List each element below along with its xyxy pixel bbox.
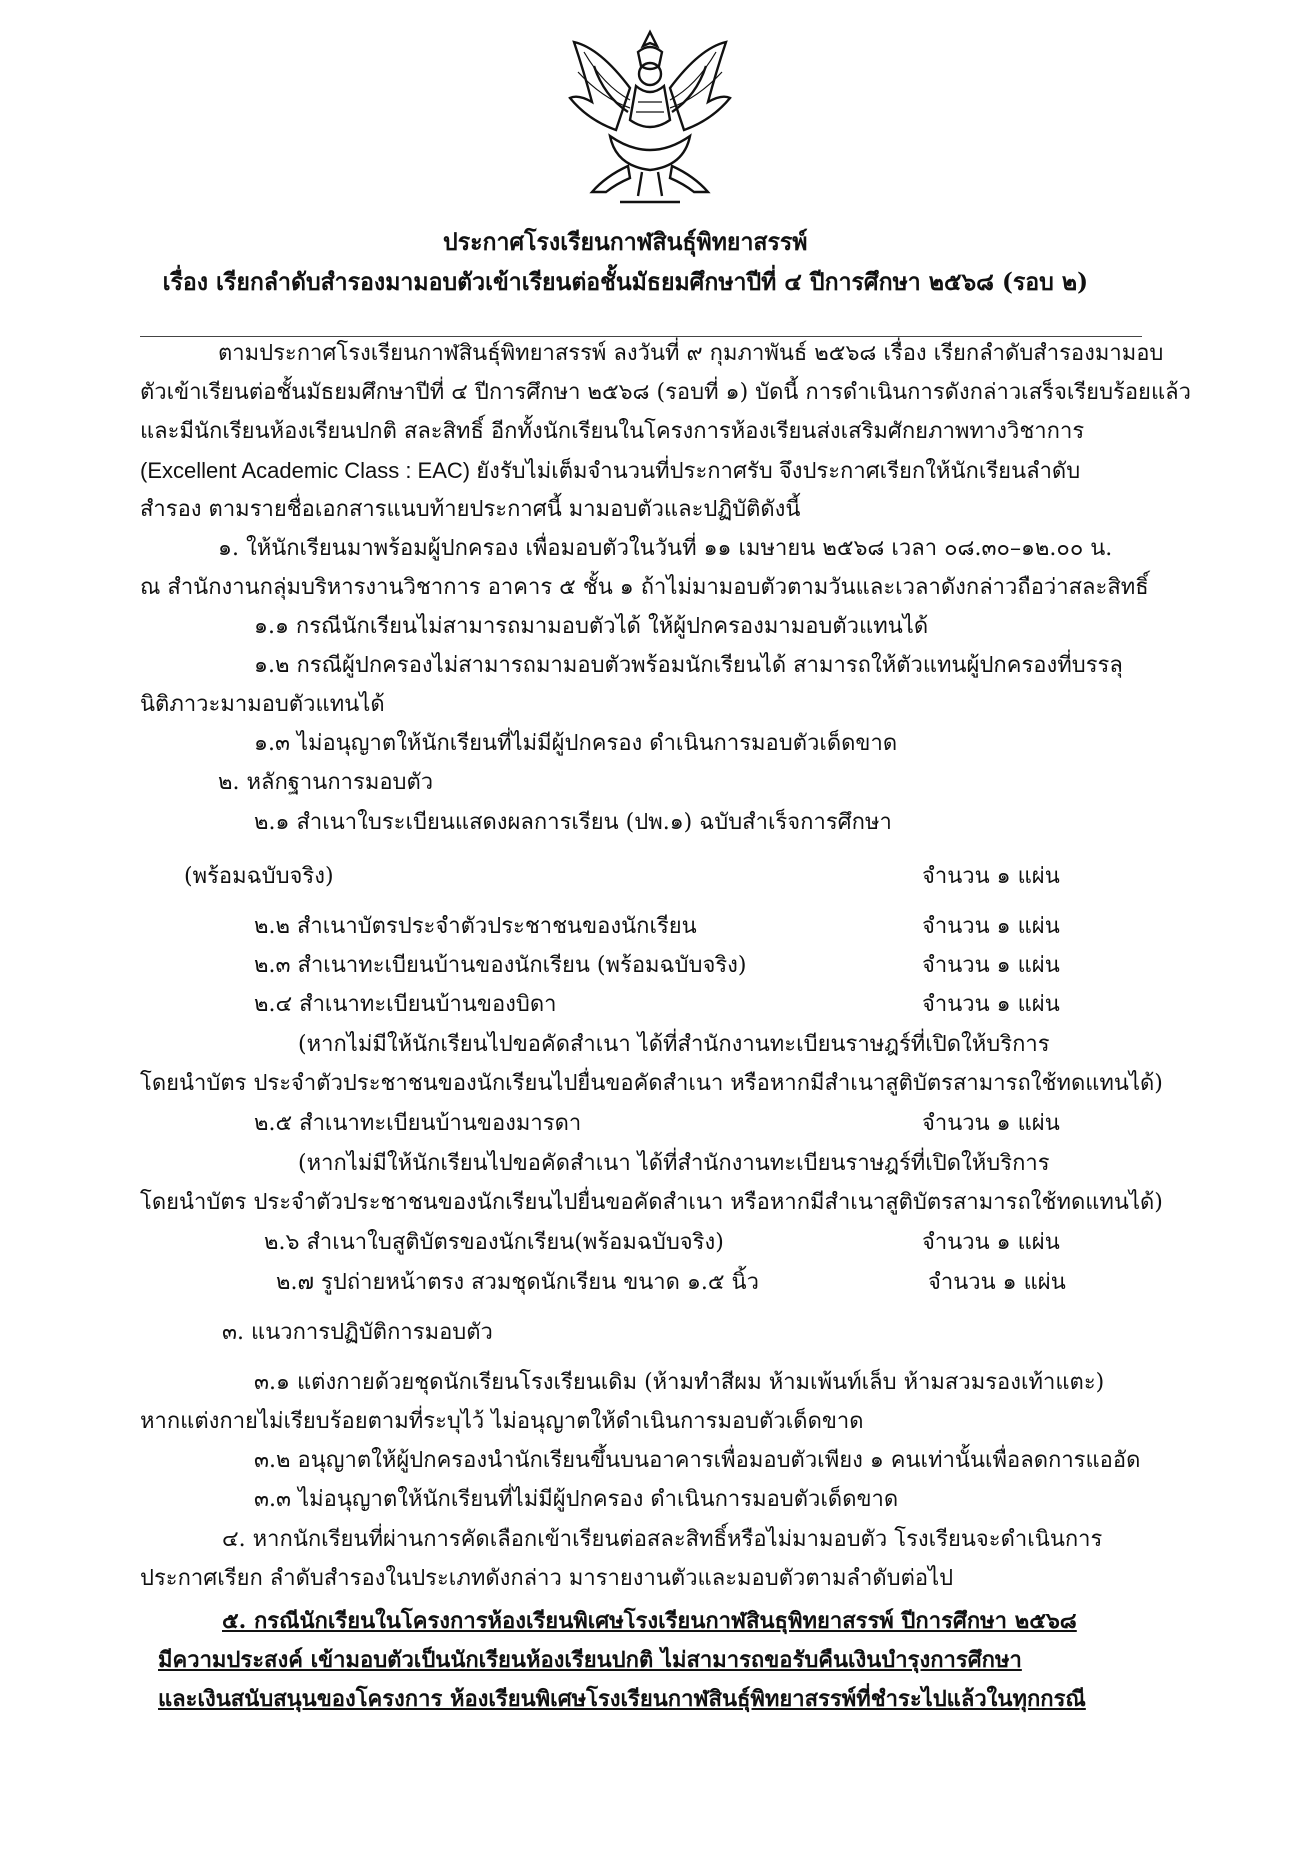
intro-line: สำรอง ตามรายชื่อเอกสารแนบท้ายประกาศนี้ มามอบตัวและปฏิบัติดังนี้: [140, 497, 801, 522]
item-2-2-count: จำนวน ๑ แผ่น: [922, 914, 1060, 939]
item-1-2: ๑.๒ กรณีผู้ปกครองไม่สามารถมามอบตัวพร้อมนักเรียนได้ สามารถให้ตัวแทนผู้ปกครองที่บรรลุ: [254, 653, 1123, 678]
item-2-2: ๒.๒ สำเนาบัตรประจำตัวประชาชนของนักเรียน: [254, 914, 697, 939]
item-2-1: ๒.๑ สำเนาใบระเบียนแสดงผลการเรียน (ปพ.๑) ฉบับสำเร็จการศึกษา: [254, 810, 892, 835]
item-2-6-count: จำนวน ๑ แผ่น: [922, 1230, 1060, 1255]
item-2-3: ๒.๓ สำเนาทะเบียนบ้านของนักเรียน (พร้อมฉบับจริง): [254, 953, 747, 978]
note-b-cont: โดยนำบัตร ประจำตัวประชาชนของนักเรียนไปยื่นขอคัดสำเนา หรือหากมีสำเนาสูติบัตรสามารถใช้ทดแทนได้): [140, 1190, 1163, 1215]
note-b: (หากไม่มีให้นักเรียนไปขอคัดสำเนา ได้ที่สำนักงานทะเบียนราษฎร์ที่เปิดให้บริการ: [298, 1151, 1050, 1176]
divider: [140, 336, 1142, 337]
item-1-3: ๑.๓ ไม่อนุญาตให้นักเรียนที่ไม่มีผู้ปกครอง ดำเนินการมอบตัวเด็ดขาด: [254, 731, 898, 756]
item-5-cont: และเงินสนับสนุนของโครงการ ห้องเรียนพิเศษโรงเรียนกาฬสินธุ์พิทยาสรรพ์ที่ชำระไปแล้วในทุกกรณี: [158, 1686, 1086, 1712]
item-5: ๕. กรณีนักเรียนในโครงการห้องเรียนพิเศษโรงเรียนกาฬสินธุพิทยาสรรพ์ ปีการศึกษา ๒๕๖๘: [222, 1608, 1077, 1634]
item-3: ๓. แนวการปฏิบัติการมอบตัว: [222, 1320, 493, 1345]
announcement-title: ประกาศโรงเรียนกาฬสินธุ์พิทยาสรรพ์: [443, 227, 808, 256]
item-2-4-count: จำนวน ๑ แผ่น: [922, 992, 1060, 1017]
intro-line: (Excellent Academic Class : EAC) ยังรับไม่เต็มจำนวนที่ประกาศรับ จึงประกาศเรียกให้นักเรียนลำดับ: [140, 458, 1081, 483]
intro-line: ตัวเข้าเรียนต่อชั้นมัธยมศึกษาปีที่ ๔ ปีการศึกษา ๒๕๖๘ (รอบที่ ๑) บัดนี้ การดำเนินการดังกล่าวเสร็จเรียบร้อยแล้ว: [140, 380, 1191, 405]
item-2-3-count: จำนวน ๑ แผ่น: [922, 953, 1060, 978]
item-2-1-count: จำนวน ๑ แผ่น: [922, 864, 1060, 889]
item-1-1: ๑.๑ กรณีนักเรียนไม่สามารถมามอบตัวได้ ให้ผู้ปกครองมามอบตัวแทนได้: [254, 614, 929, 639]
item-3-1-cont: หากแต่งกายไม่เรียบร้อยตามที่ระบุไว้ ไม่อนุญาตให้ดำเนินการมอบตัวเด็ดขาด: [140, 1409, 864, 1434]
item-3-3: ๓.๓ ไม่อนุญาตให้นักเรียนที่ไม่มีผู้ปกครอง ดำเนินการมอบตัวเด็ดขาด: [254, 1487, 899, 1512]
item-2-7-count: จำนวน ๑ แผ่น: [928, 1270, 1066, 1295]
item-2-5-count: จำนวน ๑ แผ่น: [922, 1111, 1060, 1136]
announcement-subject: เรื่อง เรียกลำดับสำรองมามอบตัวเข้าเรียนต่อชั้นมัธยมศึกษาปีที่ ๔ ปีการศึกษา ๒๕๖๘ (รอบ ๒): [162, 267, 1089, 296]
item-2-4: ๒.๔ สำเนาทะเบียนบ้านของบิดา: [254, 992, 557, 1017]
item-3-2: ๓.๒ อนุญาตให้ผู้ปกครองนำนักเรียนขึ้นบนอาคารเพื่อมอบตัวเพียง ๑ คนเท่านั้นเพื่อลดการแออัด: [254, 1448, 1141, 1473]
item-3-1: ๓.๑ แต่งกายด้วยชุดนักเรียนโรงเรียนเดิม (ห้ามทำสีผม ห้ามเพ้นท์เล็บ ห้ามสวมรองเท้าแตะ): [254, 1370, 1105, 1395]
item-1-cont: ณ สำนักงานกลุ่มบริหารงานวิชาการ อาคาร ๕ ชั้น ๑ ถ้าไม่มามอบตัวตามวันและเวลาดังกล่าวถือว่าสละสิทธิ์: [140, 575, 1149, 600]
item-1-2-cont: นิติภาวะมามอบตัวแทนได้: [140, 692, 385, 717]
item-4: ๔. หากนักเรียนที่ผ่านการคัดเลือกเข้าเรียนต่อสละสิทธิ์หรือไม่มามอบตัว โรงเรียนจะดำเนินการ: [222, 1527, 1103, 1552]
intro-line: ตามประกาศโรงเรียนกาฬสินธุ์พิทยาสรรพ์ ลงวันที่ ๙ กุมภาพันธ์ ๒๕๖๘ เรื่อง เรียกลำดับสำรองมามอบ: [218, 341, 1164, 366]
garuda-emblem-icon: [550, 26, 750, 208]
intro-line: และมีนักเรียนห้องเรียนปกติ สละสิทธิ์ อีกทั้งนักเรียนในโครงการห้องเรียนส่งเสริมศักยภาพทางวิชาการ: [140, 419, 1085, 444]
item-2: ๒. หลักฐานการมอบตัว: [218, 770, 434, 795]
note-a-cont: โดยนำบัตร ประจำตัวประชาชนของนักเรียนไปยื่นขอคัดสำเนา หรือหากมีสำเนาสูติบัตรสามารถใช้ทดแทนได้): [140, 1071, 1163, 1096]
item-2-5: ๒.๕ สำเนาทะเบียนบ้านของมารดา: [254, 1111, 582, 1136]
note-a: (หากไม่มีให้นักเรียนไปขอคัดสำเนา ได้ที่สำนักงานทะเบียนราษฎร์ที่เปิดให้บริการ: [298, 1032, 1050, 1057]
item-2-7: ๒.๗ รูปถ่ายหน้าตรง สวมชุดนักเรียน ขนาด ๑.๕ นิ้ว: [276, 1270, 759, 1295]
item-2-6: ๒.๖ สำเนาใบสูติบัตรของนักเรียน(พร้อมฉบับจริง): [264, 1230, 724, 1255]
item-1: ๑. ให้นักเรียนมาพร้อมผู้ปกครอง เพื่อมอบตัวในวันที่ ๑๑ เมษายน ๒๕๖๘ เวลา ๐๘.๓๐–๑๒.๐๐ น.: [218, 536, 1113, 561]
item-2-1-cont: (พร้อมฉบับจริง): [184, 864, 334, 889]
item-5-cont: มีความประสงค์ เข้ามอบตัวเป็นนักเรียนห้องเรียนปกติ ไม่สามารถขอรับคืนเงินบำรุงการศึกษา: [158, 1647, 1022, 1673]
item-4-cont: ประกาศเรียก ลำดับสำรองในประเภทดังกล่าว มารายงานตัวและมอบตัวตามลำดับต่อไป: [140, 1566, 954, 1591]
